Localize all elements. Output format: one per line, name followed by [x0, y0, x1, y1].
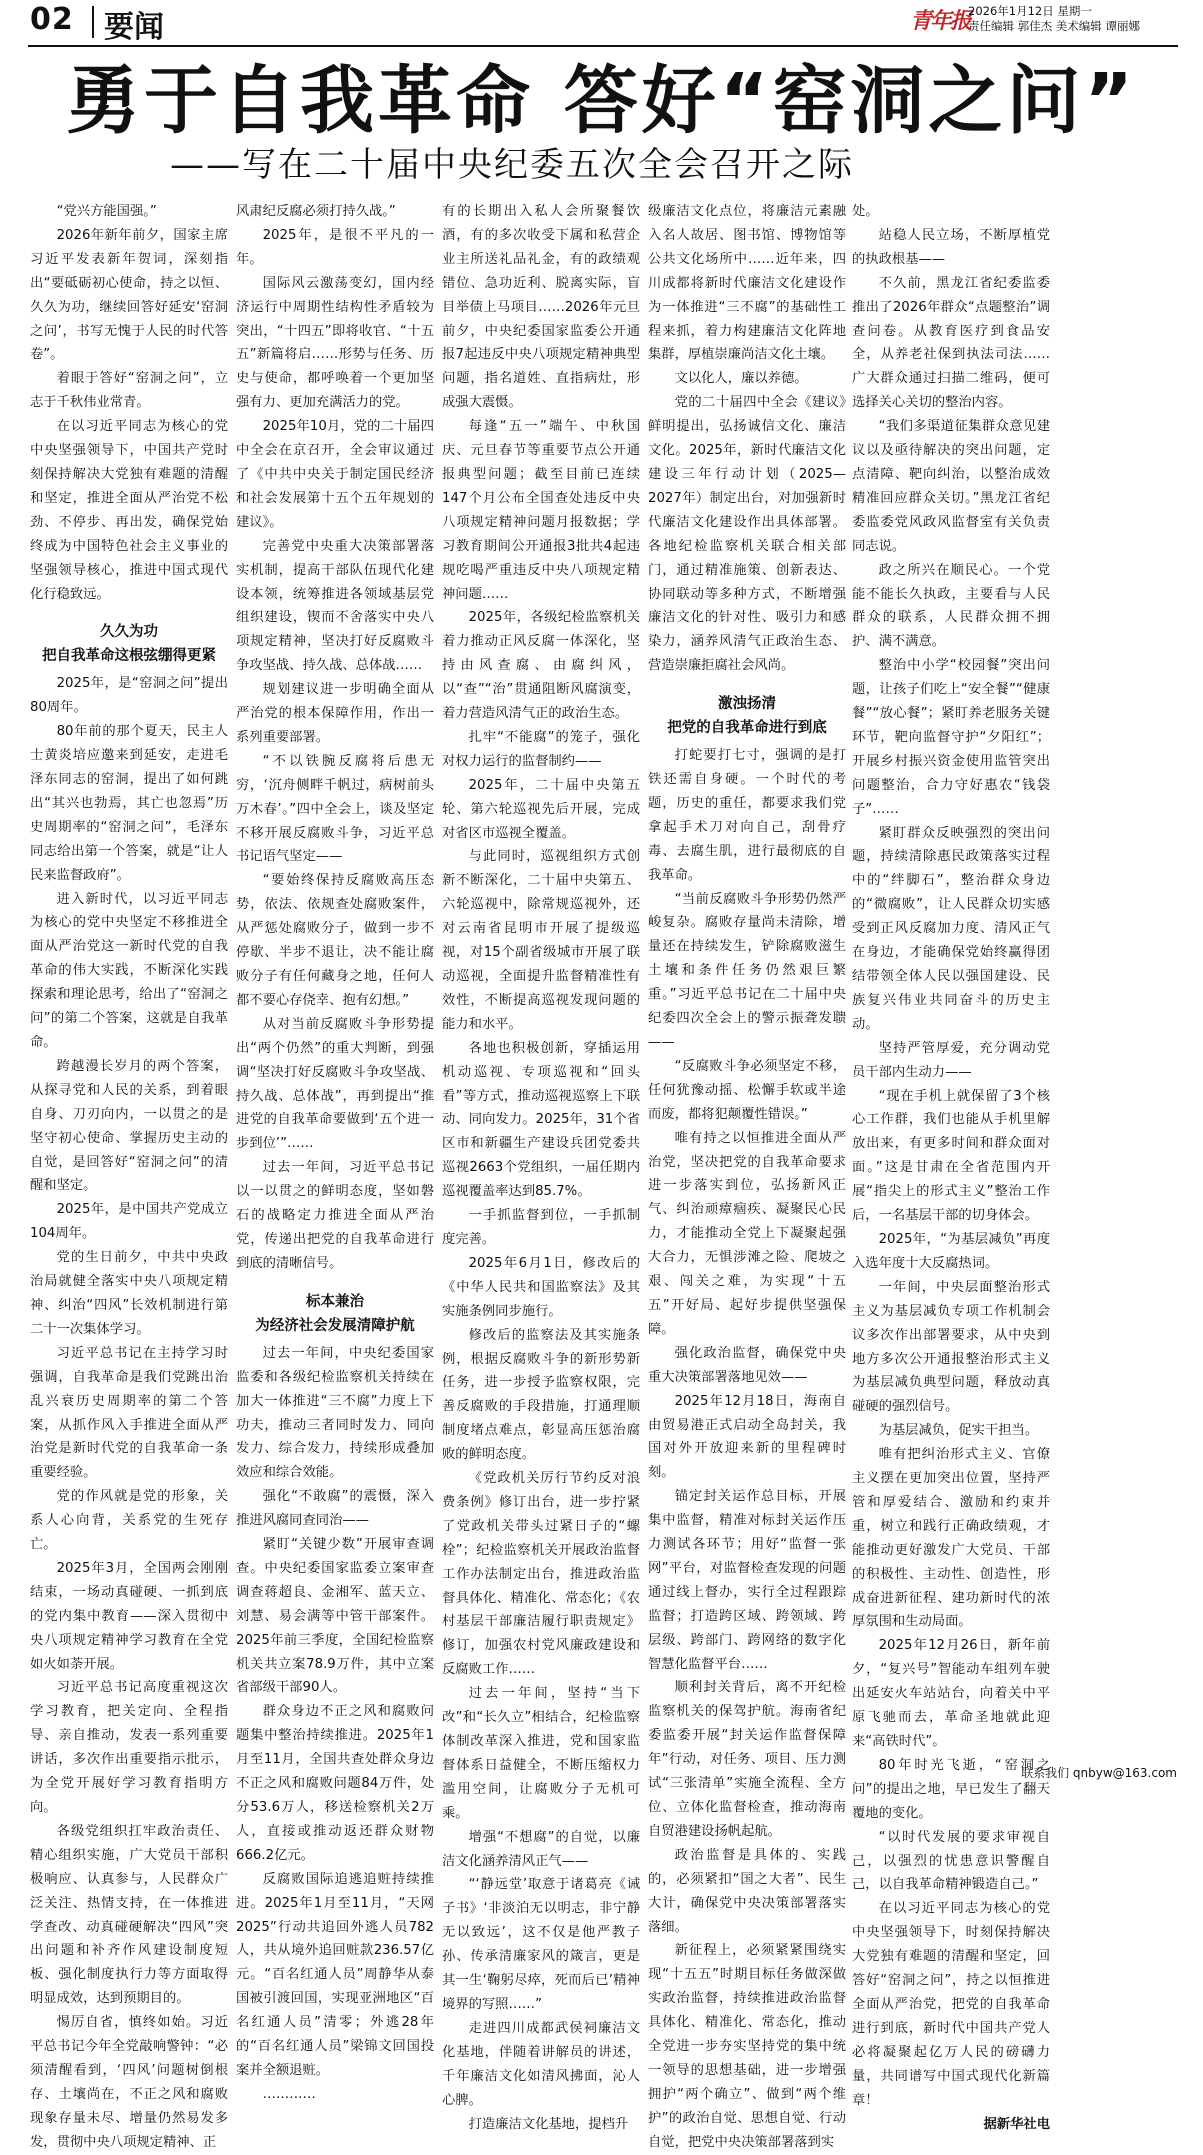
paragraph: 风肃纪反腐必须打持久战。”: [236, 204, 396, 219]
paragraph: 唯有把纠治形式主义、官僚主义摆在更加突出位置，坚持严管和厚爱结合、激励和约束并重，树立和践行正确政绩观，才能推动更好激发广大党员、干部的积极性、主动性、创造性，形成奋进新征程、建功新时代的浓厚氛围和生动局面。: [852, 1447, 1050, 1630]
subheadline: ——写在二十届中央纪委五次全会召开之际: [170, 145, 854, 185]
heading-line: 标本兼治: [306, 1293, 364, 1310]
paragraph: 过去一年间，习近平总书记以一以贯之的鲜明态度，坚如磐石的战略定力推进全面从严治党，传递出把党的自我革命进行到底的清晰信号。: [236, 1160, 434, 1271]
paragraph: 规划建议进一步明确全面从严治党的根本保障作用，作出一系列重要部署。: [236, 682, 434, 745]
col3-part-a: [442, 200, 640, 2136]
header-rule: [28, 45, 1178, 47]
paragraph: 不久前，黑龙江省纪委监委推出了2026年群众“点题整治”调查问卷。从教育医疗到食品安全，从养老社保到执法司法……广大群众通过扫描二维码，便可选择关心关切的整治内容。: [852, 275, 1050, 411]
heading-line: 把自我革命这根弦绷得更紧: [42, 648, 216, 665]
article-column-1: [30, 200, 228, 2150]
article-column-4: [648, 200, 846, 2150]
col2-part-b: [236, 1342, 434, 2107]
section-name: 要闻: [104, 10, 164, 45]
page-header: [0, 0, 1203, 52]
paragraph: 党的作风就是党的形象，关系人心向背，关系党的生死存亡。: [30, 1489, 228, 1553]
col4-part-b: [648, 744, 846, 2154]
section-heading-2: [236, 1290, 434, 1338]
paragraph: 80年时光飞逝，“窑洞之问”的提出之地，早已发生了翻天覆地的变化。: [852, 1757, 1050, 1821]
col5-part-a: [852, 200, 1050, 2113]
paragraph: 进入新时代，以习近平同志为核心的党中央坚定不移推进全面从严治党这一新时代党的自我革命的伟大实践，不断深化实践探索和理论思考，给出了“窑洞之问”的第二个答案，这就是自我革命。: [30, 891, 228, 1050]
paragraph: 从对当前反腐败斗争形势提出“两个仍然”的重大判断，到强调“坚决打好反腐败斗争攻坚战、持久战、总体战”，再到提出“推进党的自我革命要做到‘五个进一步到位’”……: [236, 1016, 434, 1152]
paragraph: 2025年6月1日，修改后的《中华人民共和国监察法》及其实施条例同步施行。: [442, 1255, 640, 1319]
heading-line: 激浊扬清: [718, 696, 776, 713]
paragraph: 跨越漫长岁月的两个答案，从探寻党和人民的关系，到着眼自身、刀刃向内，一以贯之的是坚守初心使命、掌握历史主动的自觉，是回答好“窑洞之问”的清醒和坚定。: [30, 1058, 228, 1194]
paragraph: 增强“不想腐”的自觉，以廉洁文化涵养清风正气——: [442, 1829, 640, 1869]
paragraph: 党的二十届四中全会《建议》鲜明提出，弘扬诚信文化、廉洁文化。2025年，新时代廉洁文化建设三年行动计划（2025—2027年）制定出台，对加强新时代廉洁文化建设作出具体部署。各地纪检监察机关联合相关部门，通过精准施策、创新表达、协同联动等多种方式，不断增强廉洁文化的针对性、吸引力和感染力，涵养风清气正政治生态、营造崇廉拒腐社会风尚。: [648, 395, 846, 674]
paragraph: 80年前的那个夏天，民主人士黄炎培应邀来到延安，走进毛泽东同志的窑洞，提出了如何跳出“其兴也勃焉，其亡也忽焉”历史周期率的“窑洞之问”，毛泽东同志给出第一个答案，就是“让人民来监督政府”。: [30, 724, 228, 883]
paragraph: “当前反腐败斗争形势仍然严峻复杂。腐败存量尚未清除，增量还在持续发生，铲除腐败滋生土壤和条件任务仍然艰巨繁重。”习近平总书记在二十届中央纪委四次全会上的警示振聋发聩——: [648, 891, 846, 1050]
paragraph: 级廉洁文化点位，将廉洁元素融入名人故居、图书馆、博物馆等公共文化场所中……近年来，四川成都将新时代廉洁文化建设作为一体推进“三不腐”的基础性工程来抓，着力构建廉洁文化阵地集群，厚植崇廉尚洁文化土壤。: [648, 204, 846, 363]
col4-part-a: [648, 200, 846, 678]
paragraph: “不以铁腕反腐将后患无穷，‘沉舟侧畔千帆过，病树前头万木春’。”四中全会上，谈及坚定不移开展反腐败斗争，习近平总书记语气坚定——: [236, 753, 434, 865]
page-number: 02: [30, 2, 74, 37]
paragraph: 处。: [852, 204, 879, 219]
heading-line: 久久为功: [100, 624, 158, 641]
issue-date: 2026年1月12日 星期一: [968, 4, 1092, 18]
paragraph: 顺利封关背后，离不开纪检监察机关的保驾护航。海南省纪委监委开展“封关运作监督保障年”行动，对任务、项目、压力测试“三张清单”实施全流程、全方位、立体化监督检查，推动海南自贸港建设扬帆起航。: [648, 1680, 846, 1839]
paragraph: 惕厉自省，慎终如始。习近平总书记今年全党敲响警钟：“必须清醒看到，‘四风’问题树倒根存、土壤尚在，不正之风和腐败现象存量未尽、增量仍然易发多发，贯彻中央八项规定精神、正: [30, 2015, 228, 2150]
paragraph: 一年间，中央层面整治形式主义为基层减负专项工作机制会议多次作出部署要求，从中央到地方多次公开通报整治形式主义为基层减负典型问题，释放动真碰硬的强烈信号。: [852, 1279, 1050, 1415]
article-column-3: [442, 200, 640, 2132]
header-divider: [92, 6, 94, 38]
paragraph: 整治中小学“校园餐”突出问题，让孩子们吃上“安全餐”“健康餐”“放心餐”；紧盯养老服务关键环节，靶向监督守护“夕阳红”；开展乡村振兴资金使用监管突出问题整治，合力守好惠农“钱袋子”……: [852, 658, 1050, 817]
paragraph: 走进四川成都武侯祠廉洁文化基地，伴随着讲解员的讲述，千年廉洁文化如清风拂面，沁人心脾。: [442, 2020, 640, 2108]
section-heading-1: [30, 620, 228, 668]
paragraph: 习近平总书记高度重视这次学习教育，把关定向、全程指导、亲自推动，发表一系列重要讲话，多次作出重要指示批示，为全党开展好学习教育指明方向。: [30, 1680, 228, 1815]
paragraph: 2025年，“为基层减负”再度入选年度十大反腐热词。: [852, 1231, 1050, 1271]
paragraph: 各级党组织扛牢政治责任、精心组织实施，广大党员干部积极响应、认真参与，人民群众广泛关注、热情支持，在一体推进学查改、动真碰硬解决“四风”突出问题和补齐作风建设制度短板、强化制度执行力等方面取得明显成效，达到预期目的。: [30, 1823, 228, 2007]
paragraph: 各地也积极创新，穿插运用机动巡视、专项巡视和“回头看”等方式，推动巡视巡察上下联动、同向发力。2025年，31个省区市和新疆生产建设兵团党委共巡视2663个党组织，一届任期内巡视覆盖率达到85.7%。: [442, 1040, 640, 1200]
paragraph: “‘静远堂’取意于诸葛亮《诫子书》‘非淡泊无以明志，非宁静无以致远’，这不仅是他严教子孙、传承清廉家风的箴言，更是其一生‘鞠躬尽瘁，死而后已’精神境界的写照……”: [442, 1877, 640, 2012]
article-column-2: [236, 200, 434, 2102]
issue-meta: [968, 4, 1140, 34]
paragraph: 反腐败国际追逃追赃持续推进。2025年1月至11月，“天网2025”行动共追回外逃人员782人，共从境外追回赃款236.57亿元。“百名红通人员”周静华从泰国被引渡回国，实现亚洲地区“百名红通人员”清零；外逃28年的“百名红通人员”梁锦文回国投案并全额退赃。: [236, 1871, 434, 2078]
paragraph: 2025年，二十届中央第五轮、第六轮巡视先后开展，完成对省区市巡视全覆盖。: [442, 777, 640, 841]
paragraph: “要始终保持反腐败高压态势，依法、依规查处腐败案件，从严惩处腐败分子，做到一步不停歇、半步不退让，决不能让腐败分子有任何藏身之地，任何人都不要心存侥幸、抱有幻想。”: [236, 873, 434, 1008]
paragraph: “现在手机上就保留了3个核心工作群，我们也能从手机里解放出来，有更多时间和群众面对面。”这是甘肃在全省范围内开展“指尖上的形式主义”整治工作后，一名基层干部的切身体会。: [852, 1088, 1050, 1224]
paragraph: 《党政机关厉行节约反对浪费条例》修订出台，进一步拧紧了党政机关带头过紧日子的“螺栓”；纪检监察机关开展政治监督工作办法制定出台，推进政治监督具体化、精准化、常态化；《农村基层干部廉洁履行职责规定》修订，加强农村党风廉政建设和反腐败工作……: [442, 1471, 640, 1678]
paragraph: 紧盯群众反映强烈的突出问题，持续清除惠民政策落实过程中的“绊脚石”，整治群众身边的“微腐败”，让人民群众切实感受到正风反腐加力度、清风正气在身边，才能确保党始终赢得团结带领全体人民以强国建设、民族复兴伟业共同奋斗的历史主动。: [852, 825, 1050, 1032]
paragraph: 在以习近平同志为核心的党中央坚强领导下，时刻保持解决大党独有难题的清醒和坚定，回答好“窑洞之问”，持之以恒推进全面从严治党，把党的自我革命进行到底，新时代中国共产党人必将凝聚起亿万人民的磅礴力量，共同谱写中国式现代化新篇章！: [852, 1901, 1050, 2108]
paragraph: “反腐败斗争必须坚定不移，任何犹豫动摇、松懈手软或半途而废，都将犯颠覆性错误。”: [648, 1058, 846, 1122]
paragraph: 站稳人民立场，不断厚植党的执政根基——: [852, 227, 1050, 267]
issue-editors: 责任编辑 郭佳杰 美术编辑 谭丽娜: [968, 19, 1140, 33]
paragraph: “我们多渠道征集群众意见建议以及亟待解决的突出问题，定点清障、靶向纠治，以整治成效精准回应群众关切。”黑龙江省纪委监委党风政风监督室有关负责同志说。: [852, 419, 1050, 554]
paragraph: 打造廉洁文化基地，提档升: [468, 2116, 629, 2132]
paragraph: 群众身边不正之风和腐败问题集中整治持续推进。2025年1月至11月，全国共查处群众身边不正之风和腐败问题84万件，处分53.6万人，移送检察机关2万人，直接或推动返还群众财物666.2亿元。: [236, 1704, 434, 1863]
paragraph: 政之所兴在顺民心。一个党能不能长久执政，主要看与人民群众的联系，人民群众拥不拥护、满不满意。: [852, 562, 1050, 650]
paragraph: 着眼于答好“窑洞之问”，立志于千秋伟业常青。: [30, 371, 228, 411]
heading-line: 把党的自我革命进行到底: [667, 720, 827, 737]
section-heading-3: [648, 692, 846, 740]
paragraph: 2025年10月，党的二十届四中全会在京召开，全会审议通过了《中共中央关于制定国民经济和社会发展第十五个五年规划的建议》。: [236, 419, 434, 530]
paragraph: 过去一年间，坚持“当下改”和“长久立”相结合，纪检监察体制改革深入推进，党和国家监督体系日益健全，不断压缩权力滥用空间，让腐败分子无机可乘。: [442, 1686, 640, 1821]
paragraph: 2026年新年前夕，国家主席习近平发表新年贺词，深刻指出“要砥砺初心使命，持之以恒、久久为功，继续回答好延安‘窑洞之问’，书写无愧于人民的时代答卷”。: [30, 227, 228, 363]
paragraph: 每逢“五一”端午、中秋国庆、元旦春节等重要节点公开通报典型问题；截至目前已连续147个月公布全国查处违反中央八项规定精神问题月报数据；学习教育期间公开通报3批共4起违规吃喝严重违反中央八项规定精神问题……: [442, 419, 640, 602]
paragraph: 锚定封关运作总目标，开展集中监督，精准对标封关运作压力测试各环节；用好“监督一张网”平台，对监督检查发现的问题通过线上督办，实行全过程跟踪监督；打造跨区域、跨领域、跨层级、跨部门、跨网络的数字化智慧化监督平台……: [648, 1489, 846, 1672]
paragraph: 强化政治监督，确保党中央重大决策部署落地见效——: [648, 1345, 846, 1385]
paragraph: 2025年，各级纪检监察机关着力推动正风反腐一体深化，坚持由风查腐、由腐纠风，以“查”“治”贯通阻断风腐演变，着力营造风清气正的政治生态。: [442, 610, 640, 722]
paragraph: “党兴方能国强。”: [56, 204, 157, 219]
paragraph: 一手抓监督到位，一手抓制度完善。: [442, 1208, 640, 1247]
paragraph: …………: [262, 2086, 316, 2102]
paragraph: 修改后的监察法及其实施条例，根据反腐败斗争的新形势新任务，进一步授予监察权限，完善反腐败的手段措施，打通理顺制度堵点难点，彰显高压惩治腐败的鲜明态度。: [442, 1327, 640, 1463]
paragraph: 2025年，是“窑洞之问”提出80周年。: [30, 676, 228, 716]
paragraph: 打蛇要打七寸，强调的是打铁还需自身硬。一个时代的考题，历史的重任，都要求我们党拿起手术刀对向自己，刮骨疗毒、去腐生肌，进行最彻底的自我革命。: [648, 748, 846, 883]
paragraph: 紧盯“关键少数”开展审查调查。中央纪委国家监委立案审查调查蒋超良、金湘军、蓝天立、刘慧、易会满等中管干部案件。2025年前三季度，全国纪检监察机关共立案78.9万件，其中立案省部级干部90人。: [236, 1537, 434, 1696]
paragraph: 过去一年间，中央纪委国家监委和各级纪检监察机关持续在加大一体推进“三不腐”力度上下功夫，推动三者同时发力、同向发力、综合发力，持续形成叠加效应和综合效能。: [236, 1345, 434, 1481]
paragraph: 2025年12月26日，新年前夕，“复兴号”智能动车组列车驶出延安火车站站台，向着关中平原飞驰而去，革命圣地就此迎来“高铁时代”。: [852, 1638, 1050, 1749]
paragraph: 有的长期出入私人会所聚餐饮酒，有的多次收受下属和私营企业主所送礼品礼金，有的政绩观错位、急功近利、脱离实际，盲目举债上马项目……2026年元旦前夕，中央纪委国家监委公开通报7起违反中央八项规定精神典型问题，指名道姓、直指病灶，形成强大震慑。: [442, 204, 640, 411]
paragraph: 政治监督是具体的、实践的，必须紧扣“国之大者”、民生大计，确保党中央决策部署落实落细。: [648, 1847, 846, 1935]
paragraph: 2025年，是很不平凡的一年。: [236, 227, 434, 267]
col2-part-a: [236, 200, 434, 1276]
paragraph: 习近平总书记在主持学习时强调，自我革命是我们党跳出治乱兴衰历史周期率的第二个答案，从抓作风入手推进全面从严治党是新时代党的自我革命一条重要经验。: [30, 1345, 228, 1481]
paragraph: 文以化人，廉以养德。: [674, 371, 808, 387]
newspaper-logo: 青年报: [910, 8, 971, 34]
article-column-5: [852, 200, 1050, 2132]
paragraph: 坚持严管厚爱，充分调动党员干部内生动力——: [852, 1040, 1050, 1080]
paragraph: 新征程上，必须紧紧围绕实现“十五五”时期目标任务做深做实政治监督，持续推进政治监督具体化、精准化、常态化，推动全党进一步夯实坚持党的集中统一领导的思想基础，进一步增强拥护“两个确立”、做到“两个维护”的政治自觉、思想自觉、行动自觉，把党中央决策部署落到实: [648, 1943, 846, 2150]
paragraph: 2025年，是中国共产党成立104周年。: [30, 1202, 228, 1242]
paragraph: 与此同时，巡视组织方式创新不断深化，二十届中央第五、六轮巡视中，除常规巡视外，还对云南省昆明市开展了提级巡视，对15个副省级城市开展了联动巡视，全面提升监督精准性有效性，不断提高巡视发现问题的能力和水平。: [442, 849, 640, 1032]
footer-contact: 联系我们 qnbyw@163.com: [1021, 1766, 1177, 1780]
paragraph: 在以习近平同志为核心的党中央坚强领导下，中国共产党时刻保持解决大党独有难题的清醒和坚定，推进全面从严治党不松劲、不停步、再出发，确保党始终成为中国特色社会主义事业的坚强领导核心，推进中国式现代化行稳致远。: [30, 419, 228, 602]
paragraph: 扎牢“不能腐”的笼子，强化对权力运行的监督制约——: [442, 729, 640, 769]
headline: 勇于自我革命 答好“窑洞之问”: [65, 58, 1138, 144]
paragraph: 国际风云激荡变幻，国内经济运行中周期性结构性矛盾较为突出，“十四五”即将收官、“十五五”新篇将启……形势与任务、历史与使命，都呼唤着一个更加坚强有力、更加充满活力的党。: [236, 275, 434, 411]
col1-part-a: [30, 200, 228, 2155]
paragraph: 2025年3月，全国两会刚刚结束，一场动真碰硬、一抓到底的党内集中教育——深入贯彻中央八项规定精神学习教育在全党如火如荼开展。: [30, 1560, 228, 1672]
paragraph: “以时代发展的要求审视自己，以强烈的忧患意识警醒自己，以自我革命精神锻造自己。”: [852, 1829, 1050, 1893]
article-credit: 据新华社电: [983, 2116, 1050, 2132]
paragraph: 完善党中央重大决策部署落实机制，提高干部队伍现代化建设本领，统筹推进各领域基层党组织建设，锲而不舍落实中央八项规定精神，坚决打好反腐败斗争攻坚战、持久战、总体战……: [236, 538, 434, 674]
paragraph: 为基层减负，促实干担当。: [878, 1423, 1039, 1439]
paragraph: 党的生日前夕，中共中央政治局就健全落实中央八项规定精神、纠治“四风”长效机制进行第二十一次集体学习。: [30, 1250, 228, 1337]
paragraph: 强化“不敢腐”的震慑，深入推进风腐同查同治——: [236, 1489, 434, 1529]
heading-line: 为经济社会发展清障护航: [255, 1317, 415, 1334]
paragraph: 2025年12月18日，海南自由贸易港正式启动全岛封关，我国对外开放迎来新的里程碑时刻。: [648, 1393, 846, 1481]
paragraph: 唯有持之以恒推进全面从严治党，坚决把党的自我革命要求进一步落实到位，弘扬新风正气、纠治顽瘴痼疾、凝聚民心民力，才能推动全党上下凝聚起强大合力，无惧涉滩之险、爬坡之艰、闯关之难，为实现“十五五”开好局、起好步提供坚强保障。: [648, 1130, 846, 1337]
